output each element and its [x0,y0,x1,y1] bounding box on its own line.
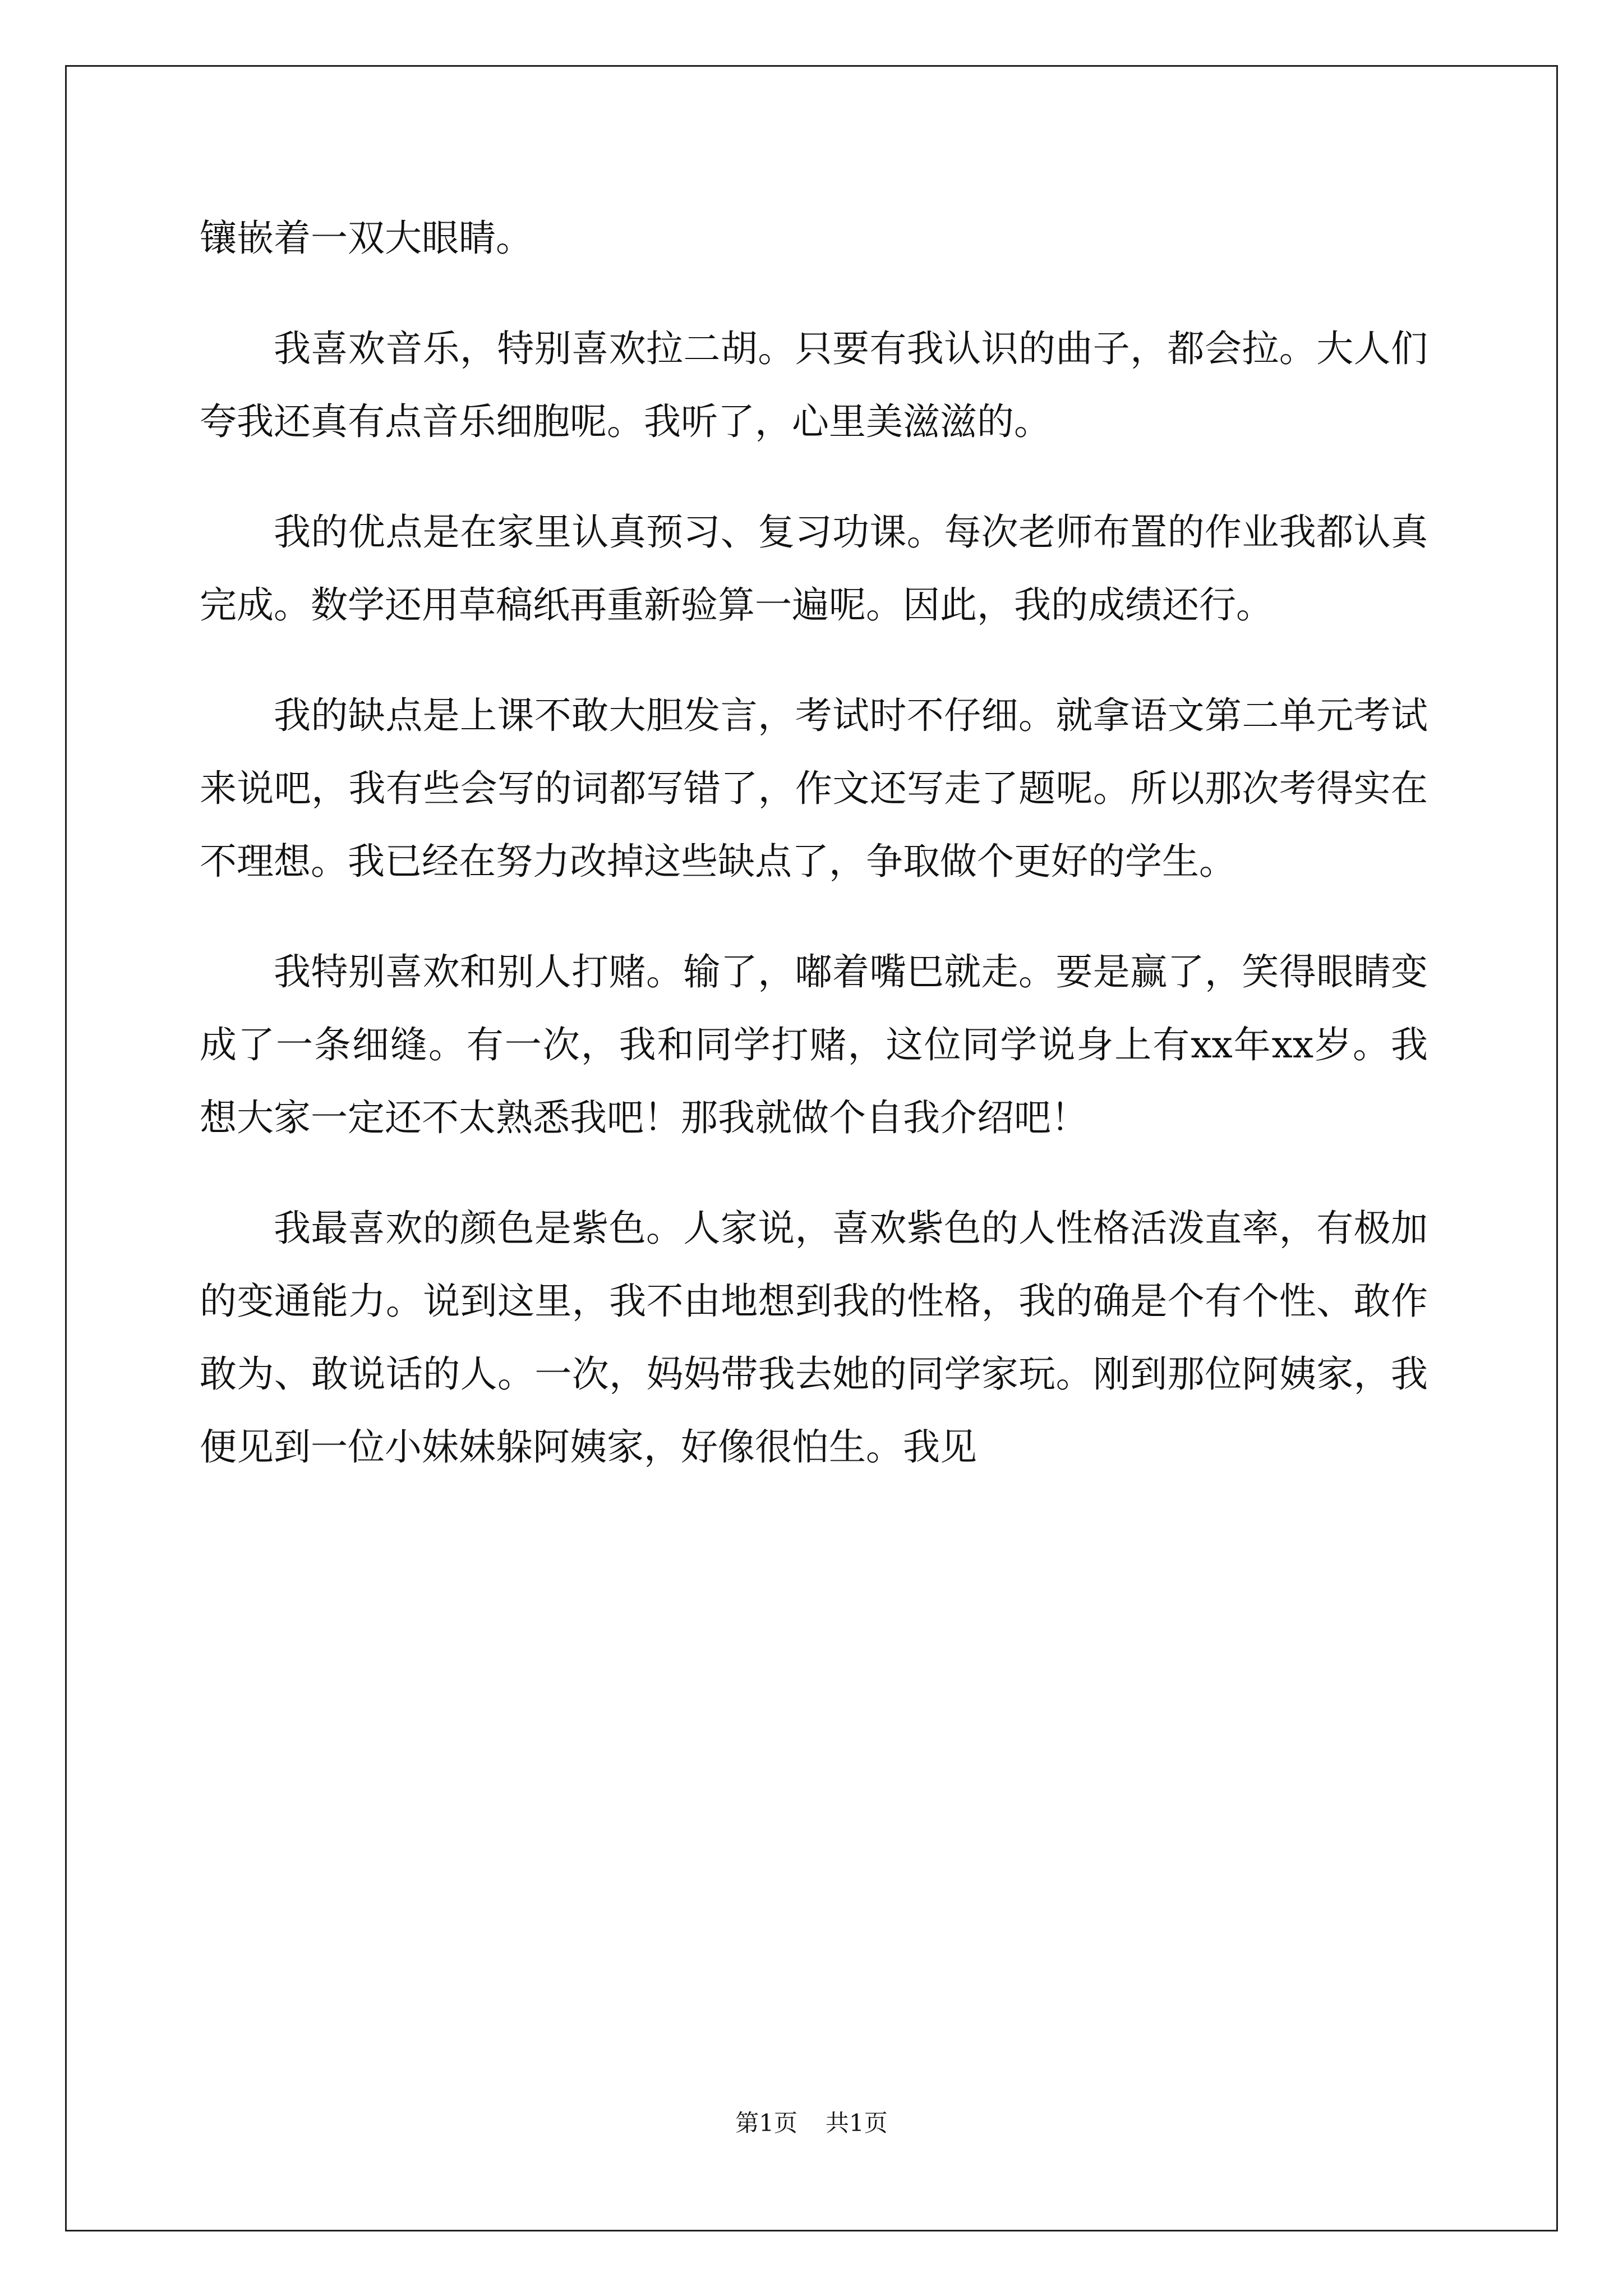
page-number: 第1页 [735,2109,797,2137]
paragraph-1: 镶嵌着一双大眼睛。 [200,217,533,260]
paragraph-2: 我喜欢音乐，特别喜欢拉二胡。只要有我认识的曲子，都会拉。大人们夸我还真有点音乐细胞呢。我听了，心里美滋滋的。 [200,327,1428,443]
page-total: 共1页 [826,2109,888,2137]
paragraph-6: 我最喜欢的颜色是紫色。人家说，喜欢紫色的人性格活泼直率，有极加的变通能力。说到这里，我不由地想到我的性格，我的确是个有个性、敢作敢为、敢说话的人。一次，妈妈带我去她的同学家玩。刚到那位阿姨家，我便见到一位小妹妹躲阿姨家，好像很怕生。我见 [200,1207,1428,1469]
paragraph-3: 我的优点是在家里认真预习、复习功课。每次老师布置的作业我都认真完成。数学还用草稿纸再重新验算一遍呢。因此，我的成绩还行。 [200,510,1428,627]
page-footer [0,2106,1623,2140]
paragraph-4: 我的缺点是上课不敢大胆发言，考试时不仔细。就拿语文第二单元考试来说吧，我有些会写的词都写错了，作文还写走了题呢。所以那次考得实在不理想。我已经在努力改掉这些缺点了，争取做个更好的学生。 [200,694,1428,883]
paragraph-5: 我特别喜欢和别人打赌。输了，嘟着嘴巴就走。要是赢了，笑得眼睛变成了一条细缝。有一次，我和同学打赌，这位同学说身上有xx年xx岁。我想大家一定还不太熟悉我吧！那我就做个自我介绍吧！ [200,950,1428,1139]
document-body [200,202,1428,1484]
